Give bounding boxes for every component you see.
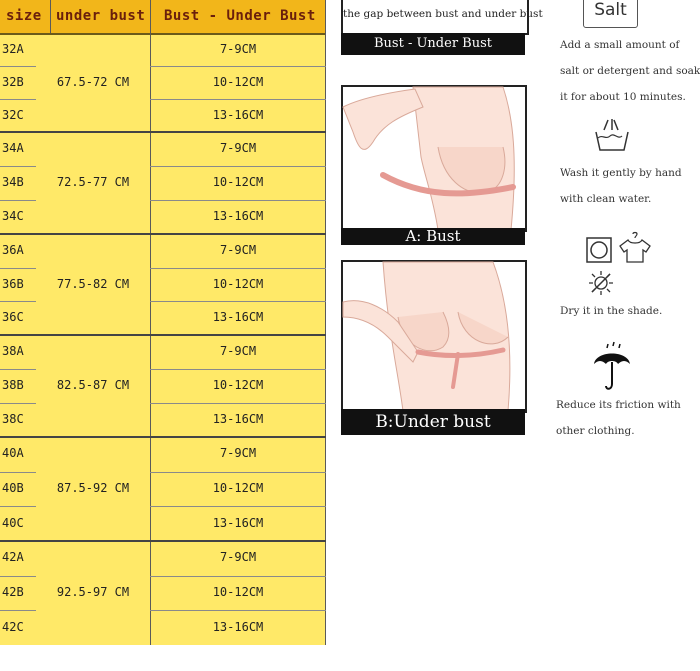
row-divider [150,200,326,201]
bust-figure-icon [343,87,525,230]
row-divider [0,369,36,370]
row-divider [150,610,326,611]
row-divider [0,506,36,507]
table-header [0,0,326,35]
gap-note-box [341,0,543,35]
group-divider [0,334,326,336]
size-cell: 36C [2,310,24,325]
size-cell: 40A [2,446,24,461]
difference-cell: 10-12CM [212,378,264,392]
size-group [0,33,326,132]
care-line: Reduce its friction with [556,399,681,411]
difference-cell: 13-16CM [212,412,264,426]
size-cell: 32B [2,74,24,89]
salt-label: Salt [594,0,627,20]
difference-cell: 7-9CM [219,446,257,461]
hang-dry-shirt-icon [618,232,652,264]
row-divider [150,301,326,302]
care-line: it for about 10 minutes. [560,91,686,103]
tumble-dry-prohibited-icon [586,236,612,264]
care-step-dry [560,298,662,324]
difference-cell: 13-16CM [212,515,264,530]
size-group [0,541,326,645]
gap-title-caption: Bust - Under Bust [341,33,525,55]
group-divider [0,540,326,542]
row-divider [0,301,36,302]
size-group [0,437,326,541]
row-divider [0,576,36,577]
header-bust-minus-under-bust: Bust - Under Bust [164,8,316,24]
difference-cell: 13-16CM [212,209,264,223]
size-group [0,234,326,335]
row-divider [150,268,326,269]
row-divider [0,99,36,100]
row-divider [150,576,326,577]
under-bust-measure-illustration [341,260,527,413]
group-divider [0,233,326,235]
care-line: with clean water. [560,193,652,205]
care-line: salt or detergent and soak [560,65,700,77]
under-bust-cell: 72.5-77 CM [56,175,130,189]
size-column-edge [36,234,37,335]
size-column-edge [36,132,37,234]
hand-wash-icon [592,118,632,156]
difference-cell: 10-12CM [212,481,264,495]
difference-cell: 7-9CM [219,41,257,56]
size-cell: 38B [2,378,24,392]
under-bust-cell: 67.5-72 CM [56,74,130,89]
shade-sun-icon [588,270,614,296]
size-chart-table [0,0,326,645]
under-bust-cell: 77.5-82 CM [56,276,130,291]
care-line: Dry it in the shade. [560,305,663,317]
difference-cell: 7-9CM [219,141,257,155]
row-divider [0,610,36,611]
size-cell: 42B [2,585,24,599]
size-cell: 36B [2,276,24,291]
gap-note-text: the gap between bust and under bust [343,8,543,20]
care-line: Wash it gently by hand [560,167,682,179]
difference-cell: 10-12CM [212,74,264,89]
under-bust-cell: 87.5-92 CM [56,481,130,495]
difference-cell: 10-12CM [212,276,264,291]
difference-cell: 7-9CM [219,344,257,358]
size-cell: 32A [2,41,24,56]
group-divider [0,131,326,133]
difference-cell: 13-16CM [212,619,264,634]
header-under-bust: under bust [56,8,146,24]
row-divider [150,506,326,507]
size-cell: 34A [2,141,24,155]
size-cell: 34C [2,209,24,223]
difference-cell: 7-9CM [219,242,257,257]
size-group [0,132,326,234]
difference-cell: 10-12CM [212,175,264,189]
size-cell: 34B [2,175,24,189]
size-cell: 42A [2,550,24,565]
size-cell: 42C [2,619,24,634]
size-column-edge [36,437,37,541]
row-divider [150,99,326,100]
row-divider [0,472,36,473]
care-step-friction [556,392,681,444]
header-size: size [6,8,42,24]
size-group [0,335,326,437]
size-column-edge [36,33,37,132]
care-line: Add a small amount of [560,39,680,51]
row-divider [150,369,326,370]
row-divider [0,166,36,167]
size-cell: 38A [2,344,24,358]
care-step-soak [560,32,700,110]
difference-cell: 13-16CM [212,310,264,325]
care-line: other clothing. [556,425,635,437]
row-divider [150,403,326,404]
row-divider [0,403,36,404]
difference-cell: 10-12CM [212,585,264,599]
under-bust-caption: B:Under bust [341,409,525,435]
difference-cell: 7-9CM [219,550,257,565]
bust-caption: A: Bust [341,228,525,245]
size-cell: 32C [2,107,24,122]
row-divider [150,166,326,167]
difference-cell: 13-16CM [212,107,264,122]
under-bust-figure-icon [343,262,525,411]
under-bust-cell: 92.5-97 CM [56,585,130,599]
size-cell: 36A [2,242,24,257]
care-step-wash [560,160,682,212]
size-cell: 40C [2,515,24,530]
header-divider [50,0,51,33]
size-cell: 38C [2,412,24,426]
row-divider [0,268,36,269]
row-divider [150,66,326,67]
row-divider [0,66,36,67]
group-divider [0,436,326,438]
under-bust-cell: 82.5-87 CM [56,378,130,392]
row-divider [0,200,36,201]
row-divider [150,472,326,473]
size-column-edge [36,335,37,437]
salt-box [583,0,638,28]
size-column-edge [36,541,37,645]
umbrella-icon [592,340,632,392]
size-cell: 40B [2,481,24,495]
bust-measure-illustration [341,85,527,232]
